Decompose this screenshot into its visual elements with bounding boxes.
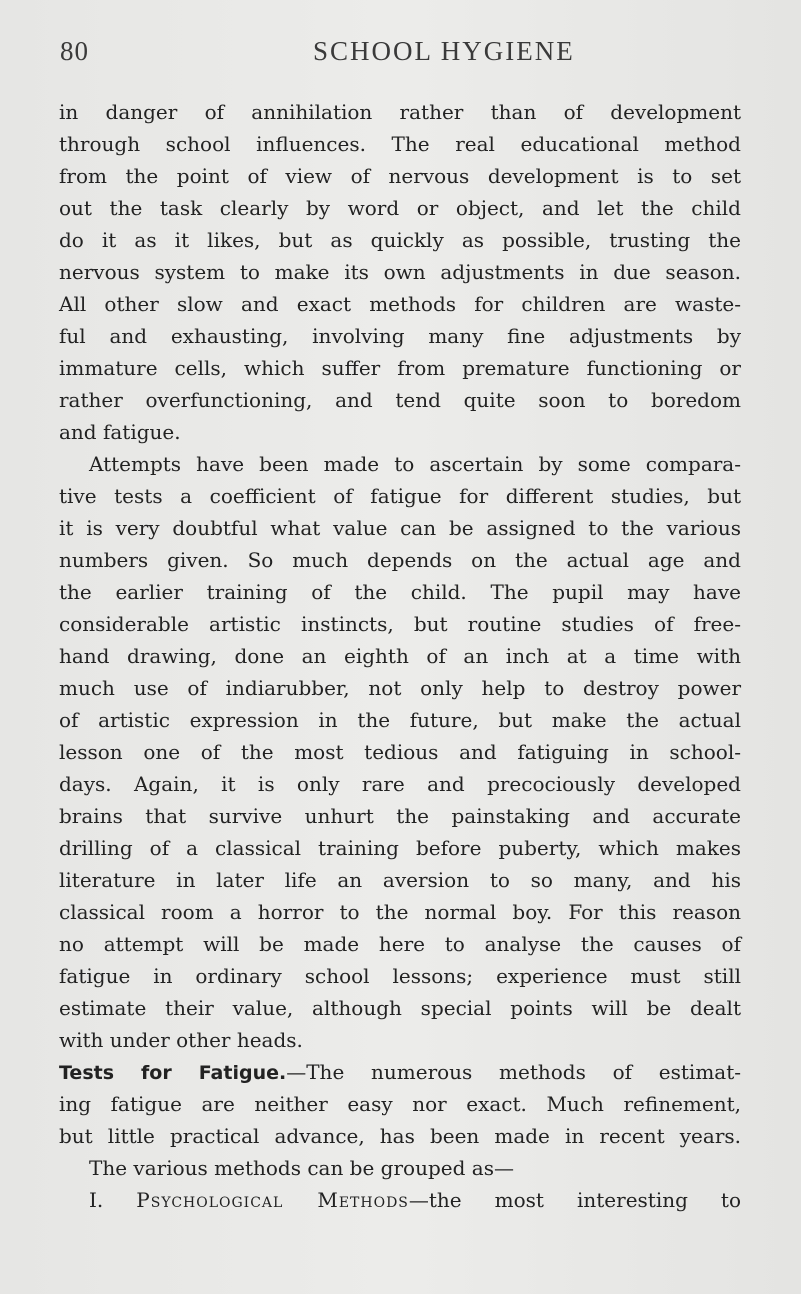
text-line: no attempt will be made here to analyse the causes of: [59, 932, 741, 956]
text-line: rather overfunctioning, and tend quite soon to boredom: [59, 388, 741, 412]
text-line: tive tests a coefficient of fatigue for different studies, but: [59, 484, 741, 508]
text-line: from the point of view of nervous development is to set: [59, 164, 741, 188]
text-line: hand drawing, done an eighth of an inch at a time with: [59, 644, 741, 668]
text-line: out the task clearly by word or object, and let the child: [59, 196, 741, 220]
text-line: in danger of annihilation rather than of development: [59, 100, 741, 124]
text-line: immature cells, which suffer from premature functioning or: [59, 356, 741, 380]
text-line: the earlier training of the child. The pupil may have: [59, 580, 741, 604]
text-line: with under other heads.: [59, 1028, 303, 1052]
method-numeral: I.: [89, 1188, 104, 1212]
text-line: literature in later life an aversion to so many, and his: [59, 868, 741, 892]
text-span: —the most interesting to: [408, 1188, 741, 1212]
text-line: it is very doubtful what value can be assigned to the various: [59, 516, 741, 540]
text-line: considerable artistic instincts, but routine studies of free-: [59, 612, 741, 636]
text-line: and fatigue.: [59, 420, 181, 444]
text-line: All other slow and exact methods for children are waste-: [59, 292, 741, 316]
text-line: much use of indiarubber, not only help to destroy power: [59, 676, 741, 700]
text-line: ful and exhausting, involving many fine adjustments by: [59, 324, 741, 348]
text-line: fatigue in ordinary school lessons; experience must still: [59, 964, 741, 988]
text-line: Attempts have been made to ascertain by some compara-: [89, 452, 741, 476]
section-heading: Tests for Fatigue.: [59, 1062, 287, 1084]
text-line: The various methods can be grouped as—: [89, 1156, 514, 1180]
text-line: classical room a horror to the normal boy. For this reason: [59, 900, 741, 924]
text-line: nervous system to make its own adjustments in due season.: [59, 260, 741, 284]
text-line: of artistic expression in the future, but make the actual: [59, 708, 741, 732]
text-line: ing fatigue are neither easy nor exact. Much refinement,: [59, 1092, 741, 1116]
running-title: SCHOOL HYGIENE: [313, 36, 575, 66]
text-line: but little practical advance, has been made in recent years.: [59, 1124, 741, 1148]
text-line: through school influences. The real educational method: [59, 132, 741, 156]
body-text: [59, 96, 741, 1216]
text-line: drilling of a classical training before puberty, which makes: [59, 836, 741, 860]
page-header: [0, 36, 801, 76]
text-line: lesson one of the most tedious and fatiguing in school-: [59, 740, 741, 764]
text-line: numbers given. So much depends on the actual age and: [59, 548, 741, 572]
tests-heading-line: [59, 1056, 741, 1088]
method-name: Psychological Methods: [136, 1188, 409, 1212]
text-line: estimate their value, although special points will be dealt: [59, 996, 741, 1020]
text-line: days. Again, it is only rare and precociously developed: [59, 772, 741, 796]
page-number: 80: [60, 36, 89, 66]
text-line: do it as it likes, but as quickly as possible, trusting the: [59, 228, 741, 252]
text-span: —The numerous methods of estimat-: [286, 1060, 741, 1084]
text-line: brains that survive unhurt the painstaking and accurate: [59, 804, 741, 828]
method-line: [59, 1184, 741, 1216]
